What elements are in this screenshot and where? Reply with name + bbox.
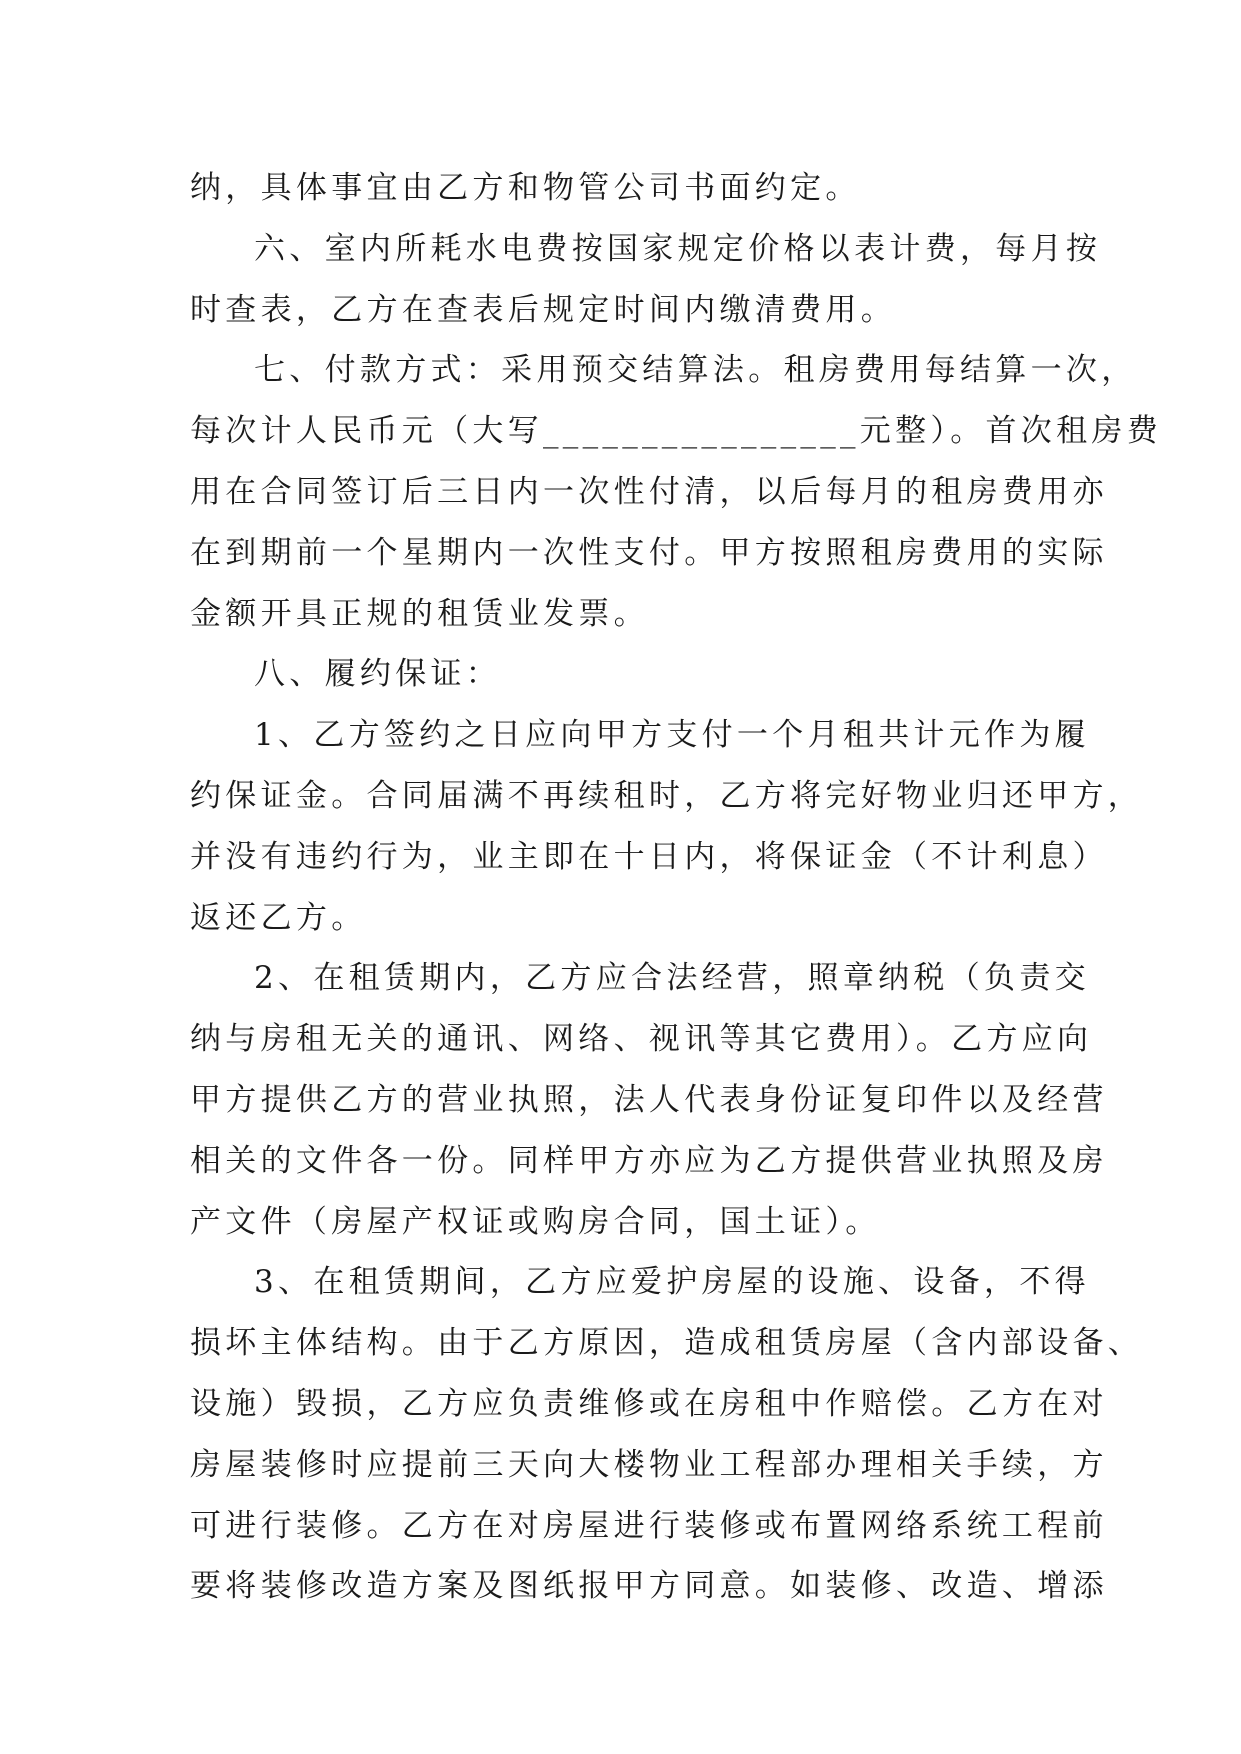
text-line: 损坏主体结构。由于乙方原因，造成租赁房屋（含内部设备、 — [190, 1325, 1144, 1362]
text-line: 相关的文件各一份。同样甲方亦应为乙方提供营业执照及房 — [190, 1142, 1108, 1179]
text-line: 时查表，乙方在查表后规定时间内缴清费用。 — [190, 291, 896, 328]
text-line: 设施）毁损，乙方应负责维修或在房租中作赔偿。乙方在对 — [190, 1385, 1108, 1422]
text-line: 1、乙方签约之日应向甲方支付一个月租共计元作为履 — [254, 717, 1090, 754]
text-line: 约保证金。合同届满不再续租时，乙方将完好物业归还甲方， — [190, 777, 1144, 814]
text-line: 可进行装修。乙方在对房屋进行装修或布置网络系统工程前 — [190, 1507, 1108, 1544]
text-line: 金额开具正规的租赁业发票。 — [190, 595, 649, 632]
text-line: 八、履约保证： — [254, 656, 502, 693]
text-line: 每次计人民币元（大写________________元整）。首次租房费 — [190, 413, 1162, 450]
text-line: 3、在租赁期间，乙方应爱护房屋的设施、设备，不得 — [254, 1264, 1090, 1301]
text-line: 产文件（房屋产权证或购房合同，国土证）。 — [190, 1203, 881, 1240]
text-line: 用在合同签订后三日内一次性付清，以后每月的租房费用亦 — [190, 473, 1108, 510]
text-line: 七、付款方式：采用预交结算法。租房费用每结算一次， — [254, 352, 1137, 389]
text-line: 六、室内所耗水电费按国家规定价格以表计费，每月按 — [254, 230, 1102, 267]
text-line: 并没有违约行为，业主即在十日内，将保证金（不计利息） — [190, 838, 1108, 875]
contract-body — [190, 158, 1162, 1617]
text-line: 纳与房租无关的通讯、网络、视讯等其它费用）。乙方应向 — [190, 1021, 1093, 1058]
text-line: 2、在租赁期内，乙方应合法经营，照章纳税（负责交 — [254, 960, 1090, 997]
text-line: 甲方提供乙方的营业执照，法人代表身份证复印件以及经营 — [190, 1081, 1108, 1118]
text-line: 要将装修改造方案及图纸报甲方同意。如装修、改造、增添 — [190, 1568, 1108, 1605]
text-line: 在到期前一个星期内一次性支付。甲方按照租房费用的实际 — [190, 534, 1108, 571]
text-line: 返还乙方。 — [190, 899, 367, 936]
text-line: 房屋装修时应提前三天向大楼物业工程部办理相关手续，方 — [190, 1446, 1108, 1483]
text-line: 纳，具体事宜由乙方和物管公司书面约定。 — [190, 170, 861, 206]
